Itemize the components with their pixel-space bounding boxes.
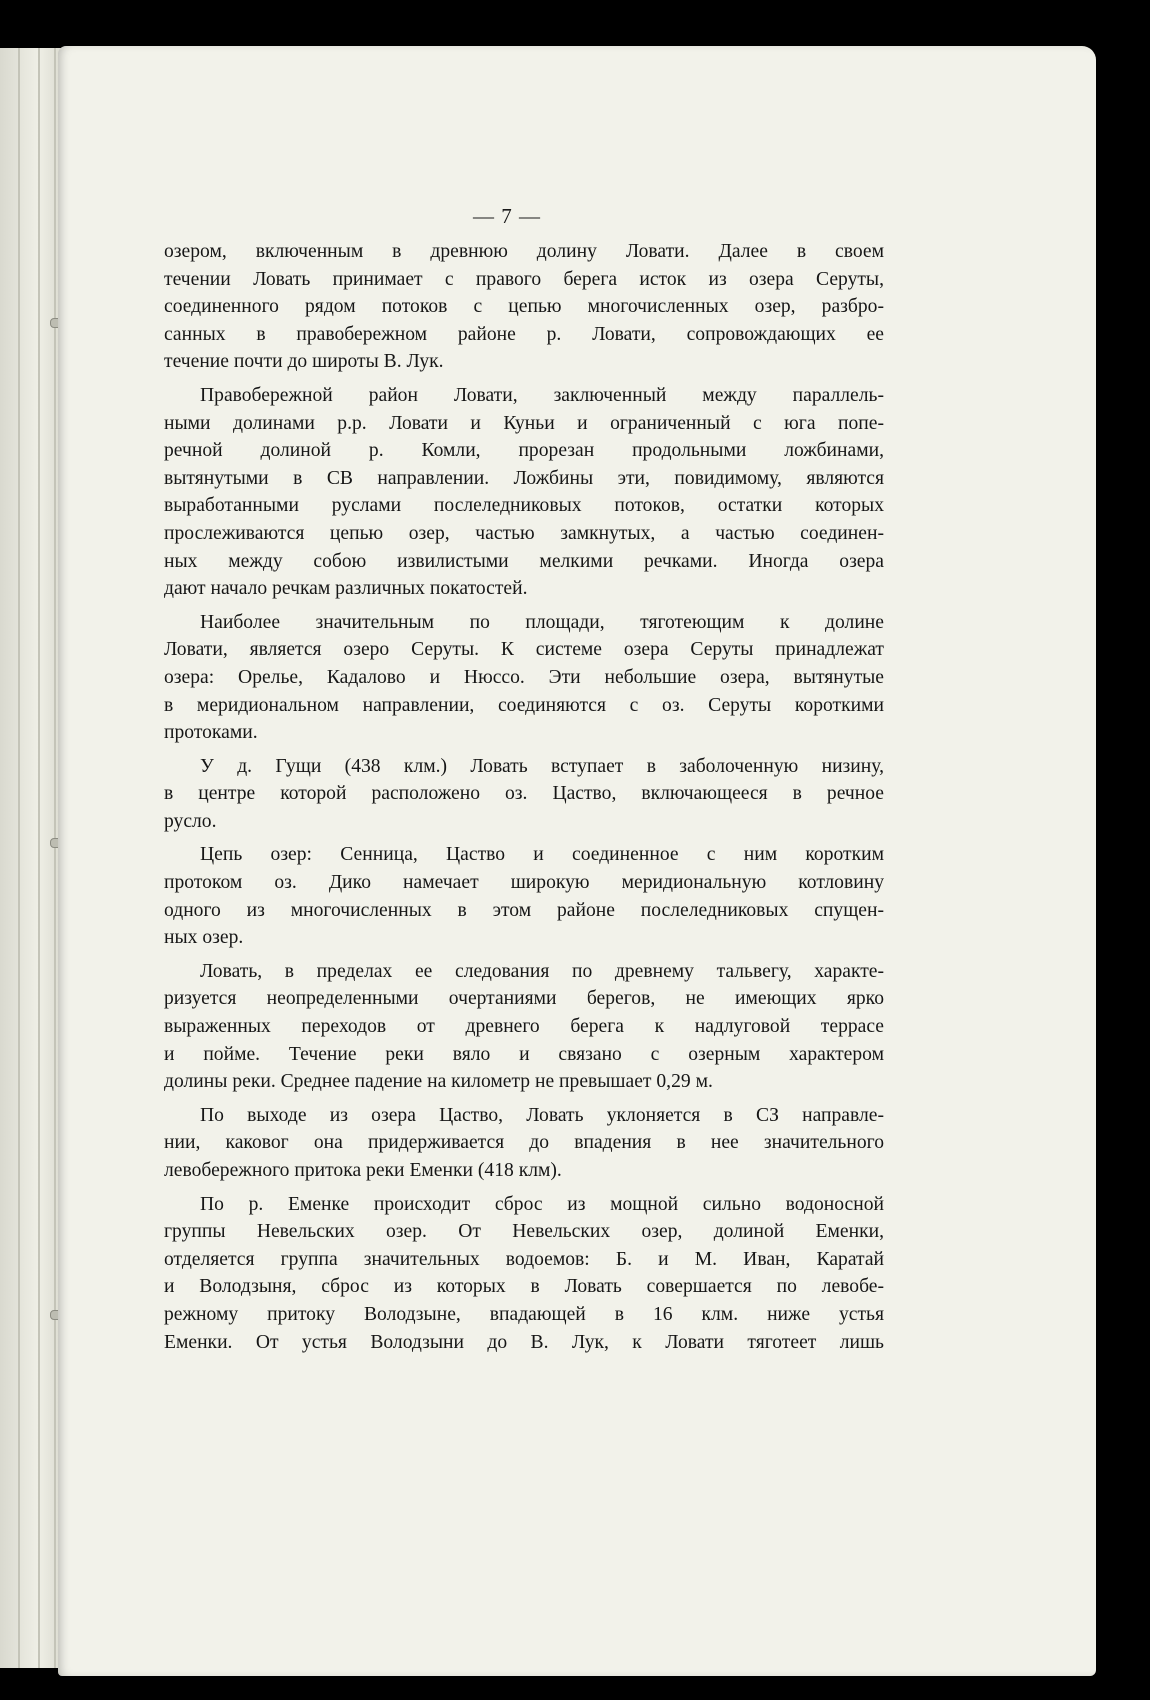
text-line: ных между собою извилистыми мелкими речками. Иногда озера <box>164 550 884 572</box>
text-line: вытянутыми в СВ направлении. Ложбины эти, повидимому, являются <box>164 467 884 489</box>
text-line: одного из многочисленных в этом районе послеледниковых спущен- <box>164 899 884 921</box>
text-line: отделяется группа значительных водоемов: Б. и М. Иван, Каратай <box>164 1248 884 1270</box>
page-edge-line <box>38 48 40 1668</box>
text-line: выраженных переходов от древнего берега к надлуговой террасе <box>164 1016 884 1038</box>
text-line: озером, включенным в древнюю долину Ловати. Далее в своем <box>164 241 884 262</box>
text-line: течение почти до широты В. Лук. <box>164 351 444 373</box>
paragraph <box>164 609 884 747</box>
text-line: По р. Еменке происходит сброс из мощной сильно водоносной <box>200 1193 884 1215</box>
paragraph <box>164 238 884 376</box>
page-edge-line <box>54 48 56 1668</box>
text-line: в меридиональном направлении, соединяются с оз. Серуты короткими <box>164 694 884 716</box>
text-line: в центре которой расположено оз. Цаство, включающееся в речное <box>164 783 884 805</box>
body-text <box>164 238 884 1362</box>
page-number: — 7 — <box>473 204 541 228</box>
text-line: русло. <box>164 810 217 832</box>
text-line: левобережного притока реки Еменки (418 клм). <box>164 1160 562 1181</box>
text-line: прослеживаются цепью озер, частью замкнутых, а частью соединен- <box>164 522 884 544</box>
text-line: У д. Гущи (438 клм.) Ловать вступает в заболоченную низину, <box>200 755 884 777</box>
text-line: ными долинами р.р. Ловати и Куньи и ограниченный с юга попе- <box>164 412 884 434</box>
text-line: нии, каковог она придерживается до впадения в нее значительного <box>164 1132 884 1154</box>
text-line: озера: Орелье, Кадалово и Нюссо. Эти небольшие озера, вытянутые <box>164 666 884 688</box>
text-line: долины реки. Среднее падение на километр не превышает 0,29 м. <box>164 1071 713 1093</box>
text-line: санных в правобережном районе р. Ловати, сопровождающих ее <box>164 323 884 345</box>
text-line: Цепь озер: Сенница, Цаство и соединенное с ним коротким <box>200 844 884 866</box>
text-line: и Володзыня, сброс из которых в Ловать совершается по левобе- <box>164 1276 884 1298</box>
paragraph <box>164 1102 884 1185</box>
paragraph <box>164 1191 884 1357</box>
document-page <box>58 46 1096 1676</box>
text-line: ных озер. <box>164 927 244 949</box>
text-line: и пойме. Течение реки вяло и связано с озерным характером <box>164 1043 884 1065</box>
text-line: Еменки. От устья Володзыни до В. Лук, к Ловати тяготеет лишь <box>164 1331 884 1353</box>
paragraph <box>164 382 884 603</box>
text-line: соединенного рядом потоков с цепью многочисленных озер, разбро- <box>164 296 884 318</box>
text-line: Ловати, является озеро Серуты. К системе озера Серуты принадлежат <box>164 639 884 661</box>
text-line: Правобережной район Ловати, заключенный между параллель- <box>200 384 884 406</box>
text-line: По выходе из озера Цаство, Ловать уклоняется в СЗ направле- <box>200 1104 884 1126</box>
text-line: режному притоку Володзыне, впадающей в 16 клм. ниже устья <box>164 1303 884 1325</box>
text-line: Наиболее значительным по площади, тяготеющим к долине <box>200 611 884 633</box>
paragraph <box>164 958 884 1096</box>
text-line: дают начало речкам различных покатостей. <box>164 578 528 600</box>
text-line: протоком оз. Дико намечает широкую меридиональную котловину <box>164 872 884 894</box>
page-edge-line <box>18 48 20 1668</box>
text-line: выработанными руслами послеледниковых потоков, остатки которых <box>164 495 884 517</box>
text-line: Ловать, в пределах ее следования по древнему тальвегу, характе- <box>200 960 884 982</box>
text-line: группы Невельских озер. От Невельских озер, долиной Еменки, <box>164 1221 884 1243</box>
text-line: протоками. <box>164 722 258 744</box>
paragraph <box>164 753 884 836</box>
text-line: речной долиной р. Комли, прорезан продольными ложбинами, <box>164 440 884 462</box>
text-line: течении Ловать принимает с правого берега исток из озера Серуты, <box>164 268 884 290</box>
paragraph <box>164 841 884 951</box>
text-line: ризуется неопределенными очертаниями берегов, не имеющих ярко <box>164 988 884 1010</box>
